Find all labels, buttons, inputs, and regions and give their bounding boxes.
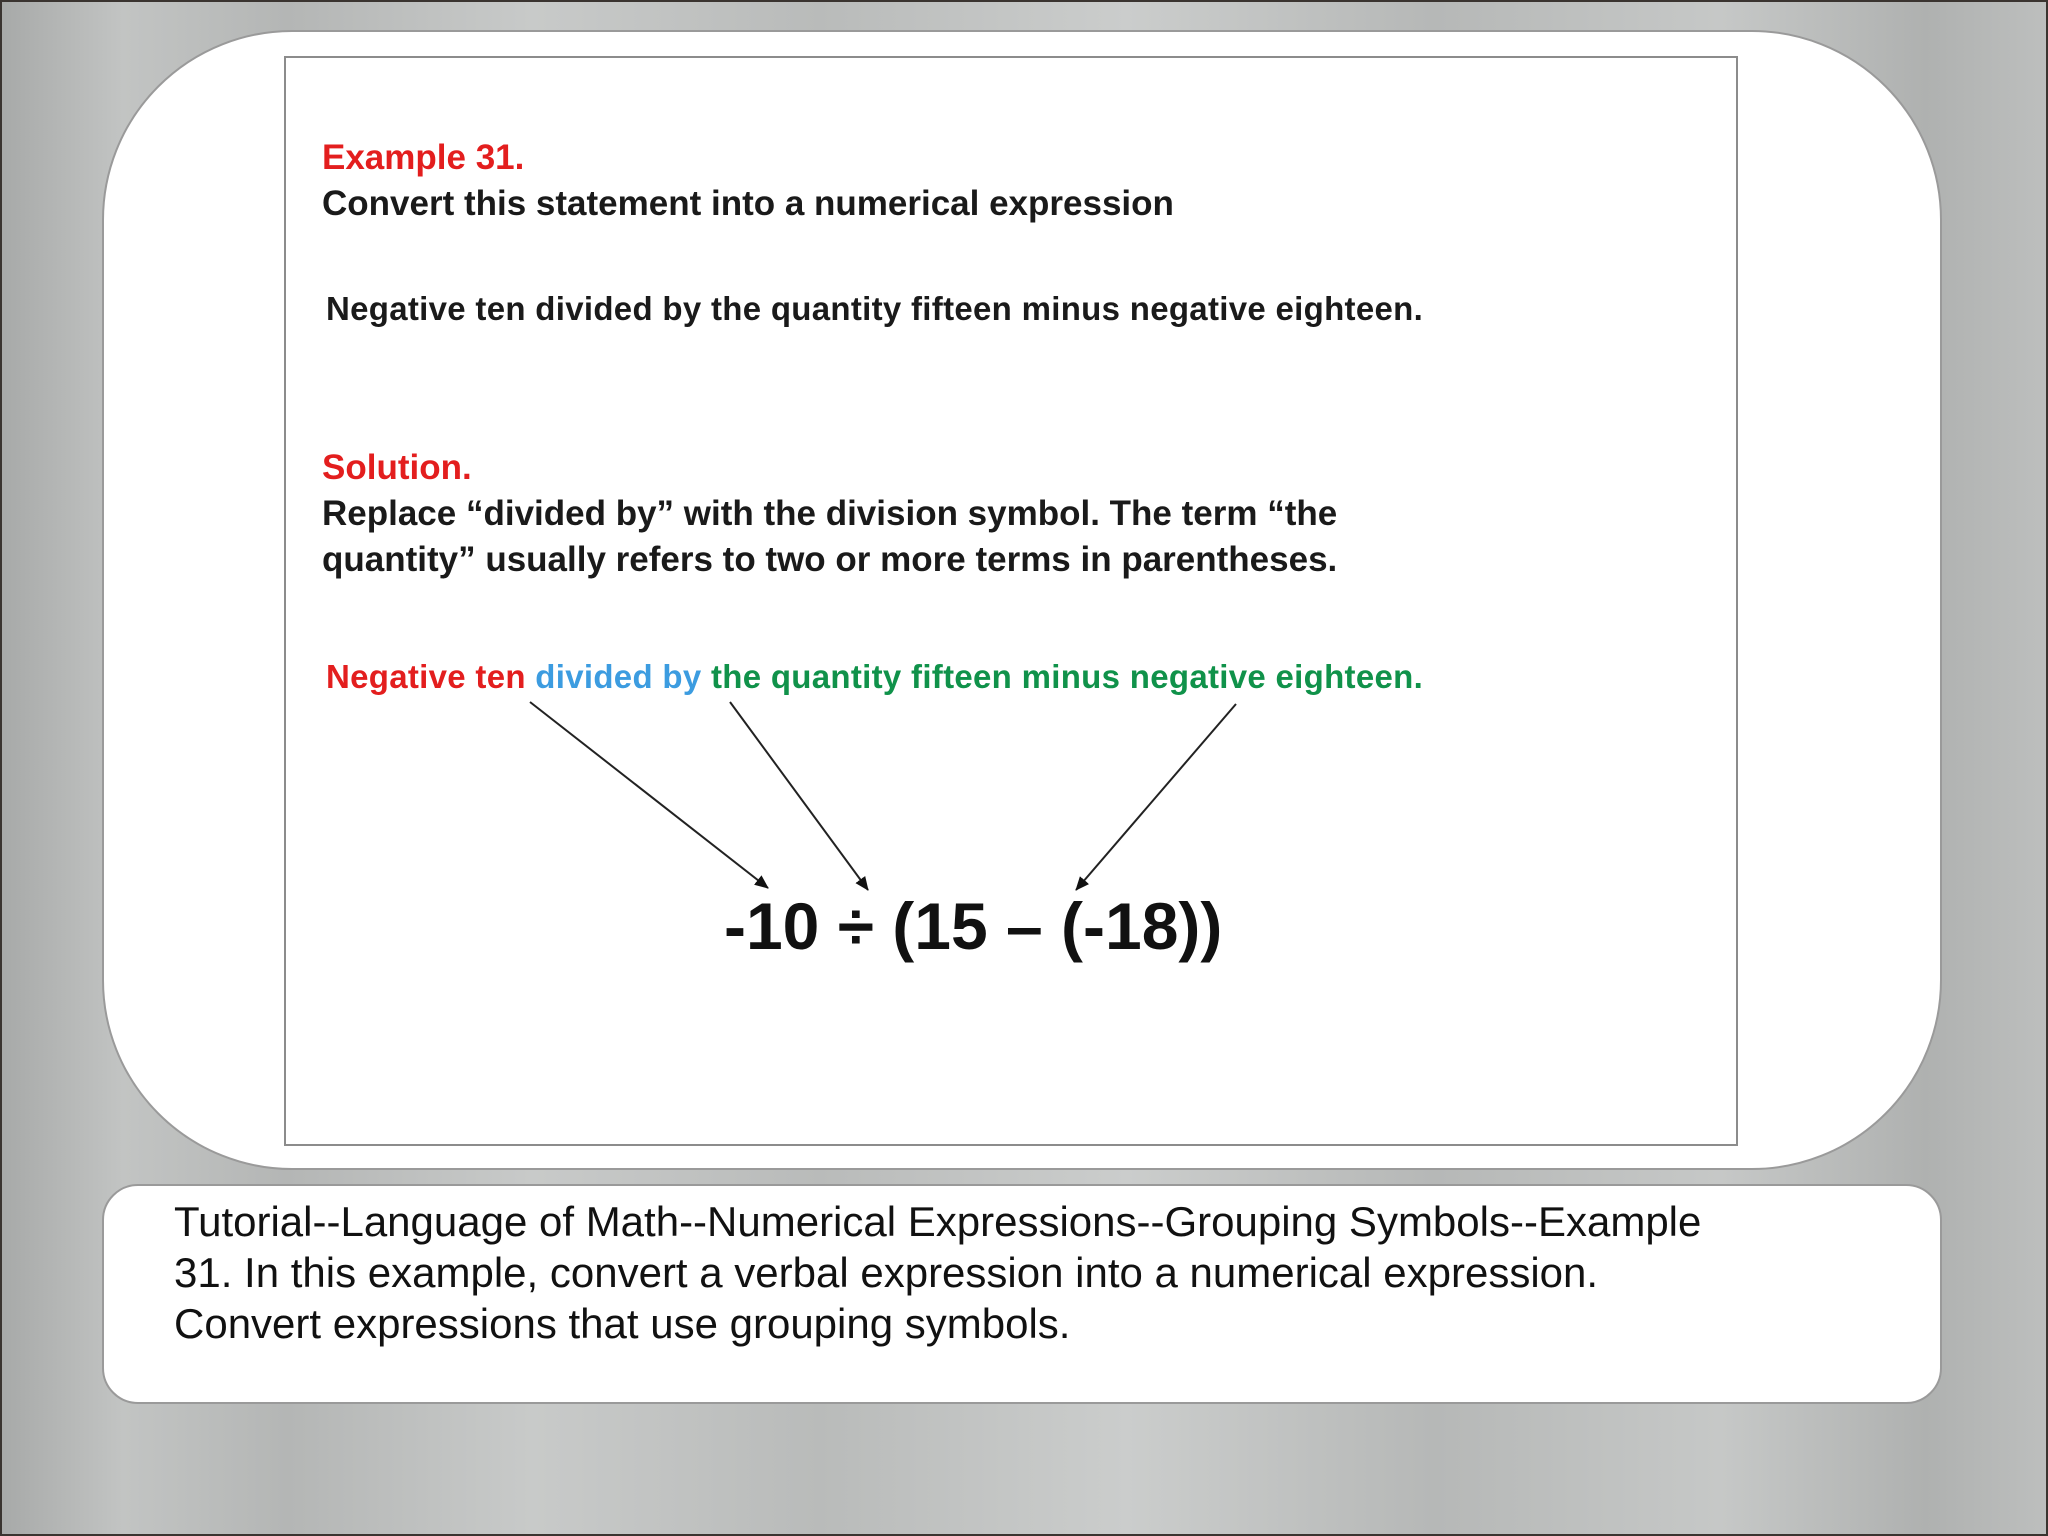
caption-line-1: Tutorial--Language of Math--Numerical Expressions--Grouping Symbols--Example: [174, 1198, 1702, 1245]
example-label: Example 31.: [322, 138, 525, 177]
solution-text-line-2: quantity” usually refers to two or more terms in parentheses.: [322, 540, 1338, 579]
caption-line-3: Convert expressions that use grouping symbols.: [174, 1300, 1071, 1347]
solution-label: Solution.: [322, 448, 472, 487]
caption-line-2: 31. In this example, convert a verbal expression into a numerical expression.: [174, 1249, 1599, 1296]
phrase-negative-ten: Negative ten: [326, 658, 526, 695]
arrow-divided-by: [730, 702, 868, 890]
phrase-divided-by: divided by: [535, 658, 702, 695]
slide-content: [284, 56, 1738, 1146]
numerical-expression: -10 ÷ (15 – (-18)): [724, 889, 1223, 963]
instruction-text: Convert this statement into a numerical expression: [322, 184, 1174, 223]
arrow-negative-ten: [530, 702, 768, 888]
caption-box: [102, 1184, 1942, 1404]
verbal-statement: Negative ten divided by the quantity fifteen minus negative eighteen.: [326, 290, 1424, 327]
mapping-arrows: [286, 58, 1740, 1148]
phrase-the-quantity: the quantity fifteen minus negative eighteen.: [710, 658, 1424, 695]
arrow-the-quantity: [1076, 704, 1236, 890]
solution-text-line-1: Replace “divided by” with the division symbol. The term “the: [322, 494, 1338, 533]
